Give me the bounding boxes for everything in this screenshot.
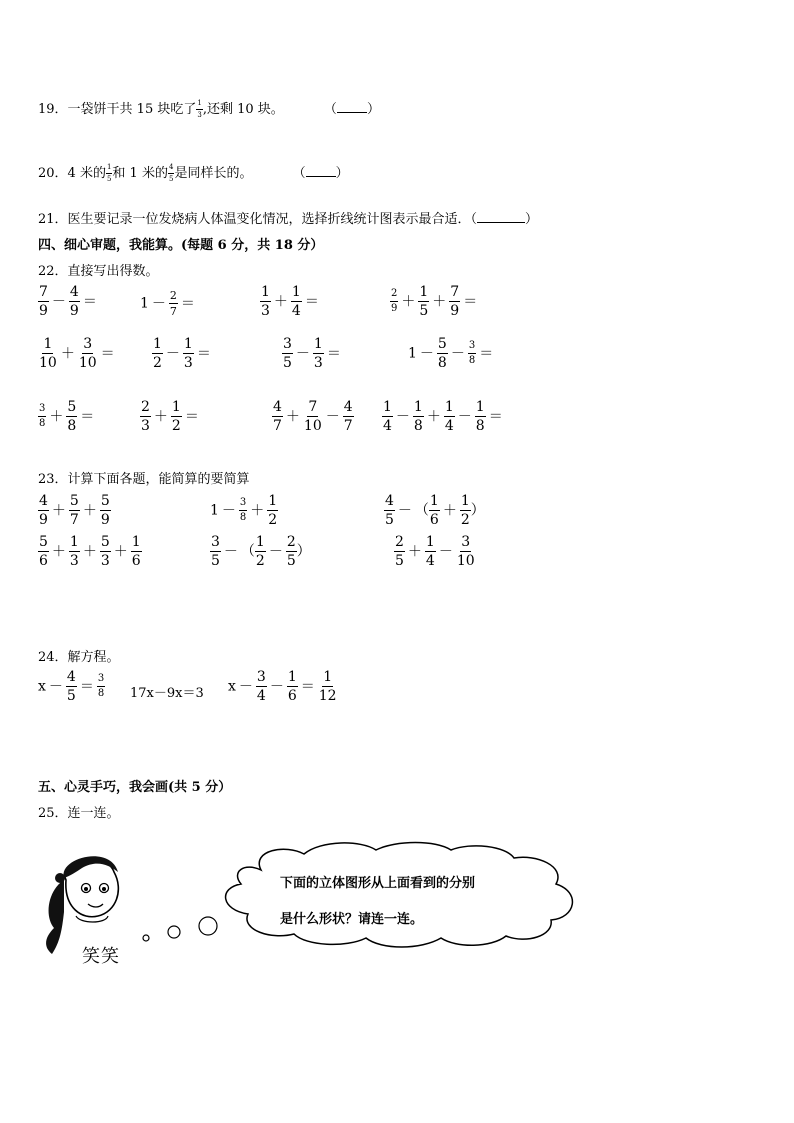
expr-23-3: $\frac{4}{5}$ － （ $\frac{1}{6}$ ＋ $\frac{1}{2}$ ） [385, 493, 485, 528]
expr-22-10: $\frac{2}{3}$ ＋ $\frac{1}{2}$ ＝ [141, 399, 199, 434]
fraction: $\frac{1}{3}$ [197, 99, 202, 119]
question-19: 19．一袋饼干共 15 块吃了 $\frac{1}{3}$ ,还剩 10 块。 （ ） [38, 99, 380, 119]
expr-22-2: 1 － $\frac{2}{7}$ ＝ [140, 289, 195, 318]
cloud-shape [226, 843, 573, 948]
expr-23-6: $\frac{2}{5}$ ＋ $\frac{1}{4}$ － $\frac{3}{10}$ [395, 534, 475, 569]
equation-24-1: x － $\frac{4}{5}$ ＝ $\frac{3}{8}$ [38, 669, 105, 704]
expr-22-4: $\frac{2}{9}$ ＋ $\frac{1}{5}$ ＋ $\frac{7}{9}$ ＝ [391, 284, 478, 319]
question-24-title: 24．解方程。 [38, 650, 120, 665]
expr-23-4: $\frac{5}{6}$ ＋ $\frac{1}{3}$ ＋ $\frac{5}{3}$ ＋ $\frac{1}{6}$ [39, 534, 141, 569]
section-4-title: 四、细心审题，我能算。(每题 6 分，共 18 分） [38, 238, 324, 253]
equation-24-3: x － $\frac{3}{4}$ － $\frac{1}{6}$ ＝ $\frac{1}{12}$ [228, 669, 337, 704]
cloud-text-line-2: 是什么形状？请连一连。 [280, 912, 424, 927]
question-21: 21．医生要记录一位发烧病人体温变化情况，选择折线统计图表示最合适．（ ） [38, 212, 539, 227]
question-25-title: 25．连一连。 [38, 806, 120, 821]
expr-22-1: $\frac{7}{9}$ － $\frac{4}{9}$ ＝ [39, 284, 97, 319]
expr-22-7: $\frac{3}{5}$ － $\frac{1}{3}$ ＝ [283, 336, 341, 371]
expr-23-2: 1 － $\frac{3}{8}$ ＋ $\frac{1}{2}$ [210, 493, 278, 528]
cloud-text-line-1: 下面的立体图形从上面看到的分别 [280, 876, 476, 891]
character-xiaoxiao [46, 856, 118, 954]
expr-22-11: $\frac{4}{7}$ ＋ $\frac{7}{10}$ － $\frac{4}{7}$ [273, 399, 353, 434]
question-20: 20．4 米的 $\frac{1}{5}$ 和 1 米的 $\frac{4}{5}$ 是同样长的。 （ ） [38, 163, 349, 183]
character-name: 笑笑 [82, 946, 120, 967]
expr-22-5: $\frac{1}{10}$ ＋ $\frac{3}{10}$ ＝ [39, 336, 115, 371]
expr-22-9: $\frac{3}{8}$ ＋ $\frac{5}{8}$ ＝ [39, 399, 95, 434]
answer-blank[interactable] [306, 165, 336, 177]
expr-23-5: $\frac{3}{5}$ － （ $\frac{1}{2}$ － $\frac{2}{5}$ ） [211, 534, 311, 569]
equation-24-2: 17x－9x＝3 [130, 686, 204, 701]
fraction: $\frac{4}{5}$ [168, 163, 174, 183]
expr-22-6: $\frac{1}{2}$ － $\frac{1}{3}$ ＝ [153, 336, 211, 371]
bubble-small [143, 935, 149, 941]
expr-22-12: $\frac{1}{4}$ － $\frac{1}{8}$ ＋ $\frac{1}{4}$ － $\frac{1}{8}$ ＝ [383, 399, 503, 434]
answer-blank[interactable] [477, 211, 525, 223]
fraction: $\frac{1}{5}$ [106, 163, 112, 183]
expr-22-3: $\frac{1}{3}$ ＋ $\frac{1}{4}$ ＝ [261, 284, 319, 319]
expr-23-1: $\frac{4}{9}$ ＋ $\frac{5}{7}$ ＋ $\frac{5}{9}$ [39, 493, 110, 528]
bubble-large [199, 917, 217, 935]
question-22-title: 22．直接写出得数。 [38, 264, 159, 279]
answer-blank[interactable] [337, 101, 367, 113]
question-number: 19． [38, 102, 68, 117]
expr-22-8: 1 － $\frac{5}{8}$ － $\frac{3}{8}$ ＝ [408, 336, 494, 371]
cloud-illustration [36, 840, 596, 970]
question-23-title: 23．计算下面各题，能简算的要简算 [38, 472, 250, 487]
section-5-title: 五、心灵手巧，我会画(共 5 分） [38, 780, 232, 795]
bubble-medium [168, 926, 180, 938]
